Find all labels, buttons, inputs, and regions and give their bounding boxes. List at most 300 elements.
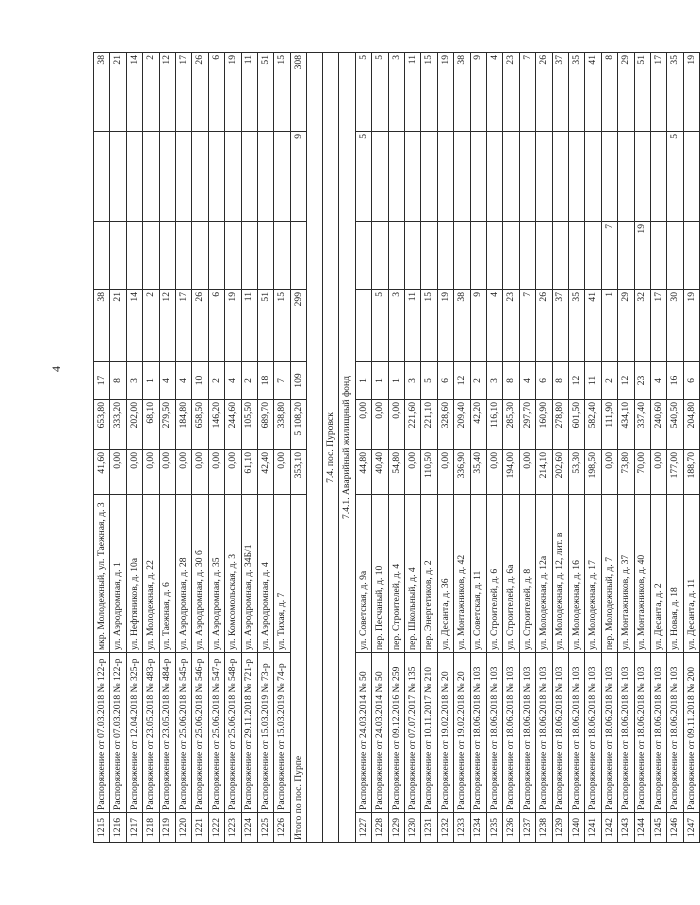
cell-g: 38: [454, 53, 470, 132]
cell-addr: ул. Аэродромная, д. 1: [110, 495, 126, 653]
cell-a: 40,40: [372, 450, 388, 495]
cell-a: 194,00: [503, 450, 519, 495]
table-row: [241, 53, 257, 843]
cell-g: 12: [159, 53, 175, 132]
cell-d: 1: [601, 290, 617, 362]
separator-row: [307, 53, 323, 843]
cell-f: [372, 132, 388, 222]
cell-b: 333,20: [110, 400, 126, 450]
table-body-purpe: [94, 53, 291, 843]
cell-num: 1237: [519, 813, 535, 843]
cell-g: 6: [208, 53, 224, 132]
total-cell-g: 308: [290, 53, 306, 132]
cell-g: 19: [437, 53, 453, 132]
cell-d: 15: [421, 290, 437, 362]
cell-b: 184,80: [175, 400, 191, 450]
cell-num: 1241: [585, 813, 601, 843]
cell-e: [175, 222, 191, 290]
cell-b: 653,80: [94, 400, 110, 450]
cell-a: 54,80: [388, 450, 404, 495]
cell-num: 1226: [274, 813, 290, 843]
cell-b: 0,00: [372, 400, 388, 450]
cell-addr: ул. Молодежная, д. 16: [568, 495, 584, 653]
subsection-title: 7.4.1. Аварийный жилищный фонд: [339, 53, 355, 843]
cell-addr: ул. Советская, д. 9а: [355, 495, 371, 653]
cell-b: 0,00: [355, 400, 371, 450]
table-row: [175, 53, 191, 843]
cell-addr: ул. Строителей, д. 8: [519, 495, 535, 653]
cell-f: [257, 132, 273, 222]
cell-b: 105,50: [241, 400, 257, 450]
cell-doc: Распоряжение от 19.02.2018 № 20: [437, 653, 453, 813]
total-cell-d: 299: [290, 290, 306, 362]
cell-addr: ул. Тихая, д. 7: [274, 495, 290, 653]
cell-doc: Распоряжение от 15.03.2019 № 73-р: [257, 653, 273, 813]
cell-e: [585, 222, 601, 290]
table-row: [519, 53, 535, 843]
cell-c: 11: [585, 362, 601, 400]
cell-c: 2: [470, 362, 486, 400]
cell-d: 11: [241, 290, 257, 362]
cell-c: 12: [454, 362, 470, 400]
cell-c: 16: [667, 362, 683, 400]
cell-a: 42,40: [257, 450, 273, 495]
cell-g: 19: [683, 53, 699, 132]
cell-num: 1223: [225, 813, 241, 843]
cell-num: 1243: [618, 813, 634, 843]
table-row: [667, 53, 683, 843]
cell-f: [503, 132, 519, 222]
table-row: [437, 53, 453, 843]
cell-doc: Распоряжение от 18.06.2018 № 103: [552, 653, 568, 813]
cell-g: 9: [470, 53, 486, 132]
cell-f: [536, 132, 552, 222]
cell-b: 221,60: [405, 400, 421, 450]
cell-f: [241, 132, 257, 222]
cell-b: 240,60: [650, 400, 666, 450]
cell-doc: Распоряжение от 24.03.2014 № 50: [372, 653, 388, 813]
cell-num: 1247: [683, 813, 699, 843]
cell-f: [552, 132, 568, 222]
cell-num: 1240: [568, 813, 584, 843]
table-row: [650, 53, 666, 843]
cell-doc: Распоряжение от 12.04.2018 № 325-р: [126, 653, 142, 813]
cell-doc: Распоряжение от 24.03.2014 № 50: [355, 653, 371, 813]
cell-e: [503, 222, 519, 290]
cell-doc: Распоряжение от 18.06.2018 № 103: [470, 653, 486, 813]
cell-d: 17: [650, 290, 666, 362]
cell-a: 0,00: [274, 450, 290, 495]
cell-e: [241, 222, 257, 290]
cell-doc: Распоряжение от 25.06.2018 № 546-р: [192, 653, 208, 813]
cell-doc: Распоряжение от 29.11.2018 № 721-р: [241, 653, 257, 813]
table-total-purpe: [290, 53, 355, 843]
cell-e: [536, 222, 552, 290]
cell-g: 23: [503, 53, 519, 132]
cell-g: 35: [667, 53, 683, 132]
cell-addr: ул. Нефтяников, д. 10а: [126, 495, 142, 653]
cell-e: [126, 222, 142, 290]
cell-c: 5: [421, 362, 437, 400]
cell-c: 18: [257, 362, 273, 400]
cell-b: 601,50: [568, 400, 584, 450]
cell-addr: ул. Комсомольская, д. 3: [225, 495, 241, 653]
cell-f: [585, 132, 601, 222]
cell-c: 6: [437, 362, 453, 400]
cell-c: 10: [192, 362, 208, 400]
cell-c: 23: [634, 362, 650, 400]
cell-b: 434,10: [618, 400, 634, 450]
cell-d: 19: [683, 290, 699, 362]
cell-num: 1217: [126, 813, 142, 843]
cell-a: 188,70: [683, 450, 699, 495]
cell-e: [650, 222, 666, 290]
cell-num: 1232: [437, 813, 453, 843]
cell-addr: ул. Новая, д. 18: [667, 495, 683, 653]
cell-g: 8: [601, 53, 617, 132]
cell-c: 8: [110, 362, 126, 400]
cell-a: 70,00: [634, 450, 650, 495]
cell-c: 8: [503, 362, 519, 400]
section-row: [323, 53, 339, 843]
cell-e: [618, 222, 634, 290]
cell-addr: ул. Таежная, д. 6: [159, 495, 175, 653]
cell-addr: ул. Десанта, д. 36: [437, 495, 453, 653]
cell-a: 0,00: [126, 450, 142, 495]
cell-d: 7: [519, 290, 535, 362]
cell-b: 0,00: [388, 400, 404, 450]
cell-b: 337,40: [634, 400, 650, 450]
cell-g: 51: [257, 53, 273, 132]
cell-num: 1235: [486, 813, 502, 843]
cell-num: 1221: [192, 813, 208, 843]
cell-e: [405, 222, 421, 290]
cell-d: 30: [667, 290, 683, 362]
cell-a: 0,00: [143, 450, 159, 495]
section-title: 7.4. пос. Пуровск: [323, 53, 339, 843]
cell-num: 1242: [601, 813, 617, 843]
cell-num: 1233: [454, 813, 470, 843]
cell-num: 1245: [650, 813, 666, 843]
cell-b: 689,70: [257, 400, 273, 450]
cell-e: [519, 222, 535, 290]
cell-b: 328,60: [437, 400, 453, 450]
cell-addr: ул. Десанта, д. 2: [650, 495, 666, 653]
cell-b: 540,50: [667, 400, 683, 450]
cell-num: 1215: [94, 813, 110, 843]
cell-b: 116,10: [486, 400, 502, 450]
cell-d: 4: [486, 290, 502, 362]
cell-f: [437, 132, 453, 222]
cell-c: 1: [355, 362, 371, 400]
cell-b: 68,10: [143, 400, 159, 450]
cell-num: 1246: [667, 813, 683, 843]
cell-addr: ул. Монтажников, д. 37: [618, 495, 634, 653]
cell-g: 26: [536, 53, 552, 132]
table-row: [192, 53, 208, 843]
cell-num: 1218: [143, 813, 159, 843]
cell-b: 111,90: [601, 400, 617, 450]
cell-g: 14: [126, 53, 142, 132]
cell-d: 3: [388, 290, 404, 362]
cell-num: 1236: [503, 813, 519, 843]
cell-d: 21: [110, 290, 126, 362]
cell-doc: Распоряжение от 18.06.2018 № 103: [667, 653, 683, 813]
cell-a: 0,00: [437, 450, 453, 495]
cell-a: 0,00: [405, 450, 421, 495]
cell-a: 0,00: [208, 450, 224, 495]
table-body-purovsk: [355, 53, 699, 843]
cell-doc: Распоряжение от 18.06.2018 № 103: [568, 653, 584, 813]
cell-f: [208, 132, 224, 222]
cell-f: [274, 132, 290, 222]
cell-d: 6: [208, 290, 224, 362]
cell-a: 336,90: [454, 450, 470, 495]
cell-b: 297,70: [519, 400, 535, 450]
cell-f: 5: [355, 132, 371, 222]
cell-addr: пер. Школьный, д. 4: [405, 495, 421, 653]
cell-b: 244,60: [225, 400, 241, 450]
table-row: [126, 53, 142, 843]
cell-doc: Распоряжение от 18.06.2018 № 103: [486, 653, 502, 813]
cell-doc: Распоряжение от 18.06.2018 № 103: [650, 653, 666, 813]
cell-num: 1219: [159, 813, 175, 843]
cell-g: 29: [618, 53, 634, 132]
cell-f: [618, 132, 634, 222]
cell-a: 53,30: [568, 450, 584, 495]
cell-addr: ул. Молодежная, д. 22: [143, 495, 159, 653]
cell-f: [634, 132, 650, 222]
table-row: [634, 53, 650, 843]
cell-e: [552, 222, 568, 290]
table-row: [257, 53, 273, 843]
table-row: [355, 53, 371, 843]
cell-c: 3: [486, 362, 502, 400]
table-row: [388, 53, 404, 843]
cell-f: [405, 132, 421, 222]
cell-c: 17: [94, 362, 110, 400]
cell-a: 44,80: [355, 450, 371, 495]
cell-num: 1228: [372, 813, 388, 843]
cell-f: [519, 132, 535, 222]
cell-b: 202,00: [126, 400, 142, 450]
cell-b: 160,90: [536, 400, 552, 450]
cell-doc: Распоряжение от 18.06.2018 № 103: [585, 653, 601, 813]
cell-f: [110, 132, 126, 222]
page-number: 4: [49, 366, 63, 372]
total-cell-f: 9: [290, 132, 306, 222]
cell-e: [421, 222, 437, 290]
table-row: [486, 53, 502, 843]
cell-a: 0,00: [650, 450, 666, 495]
cell-f: [421, 132, 437, 222]
cell-e: [257, 222, 273, 290]
cell-d: 19: [225, 290, 241, 362]
total-label: Итого по пос. Пурпе: [290, 495, 306, 843]
cell-e: [225, 222, 241, 290]
cell-b: 204,80: [683, 400, 699, 450]
cell-b: 658,50: [192, 400, 208, 450]
cell-c: 12: [618, 362, 634, 400]
cell-c: 12: [568, 362, 584, 400]
cell-g: 11: [405, 53, 421, 132]
cell-a: 0,00: [159, 450, 175, 495]
table-row: [372, 53, 388, 843]
cell-f: [470, 132, 486, 222]
cell-g: 21: [110, 53, 126, 132]
cell-g: 5: [355, 53, 371, 132]
cell-e: [110, 222, 126, 290]
cell-d: 26: [536, 290, 552, 362]
cell-c: 2: [208, 362, 224, 400]
cell-f: [650, 132, 666, 222]
cell-e: [437, 222, 453, 290]
cell-e: [274, 222, 290, 290]
cell-addr: пер. Энергетиков, д. 2: [421, 495, 437, 653]
total-row: [290, 53, 306, 843]
cell-num: 1224: [241, 813, 257, 843]
cell-num: 1239: [552, 813, 568, 843]
cell-doc: Распоряжение от 18.06.2018 № 103: [503, 653, 519, 813]
cell-f: [159, 132, 175, 222]
cell-a: 35,40: [470, 450, 486, 495]
cell-doc: Распоряжение от 15.03.2019 № 74-р: [274, 653, 290, 813]
cell-b: 209,40: [454, 400, 470, 450]
cell-g: 15: [421, 53, 437, 132]
cell-addr: ул. Молодежная, д. 12а: [536, 495, 552, 653]
cell-a: 214,10: [536, 450, 552, 495]
cell-d: [355, 290, 371, 362]
table-row: [470, 53, 486, 843]
cell-c: 3: [126, 362, 142, 400]
cell-a: 0,00: [601, 450, 617, 495]
cell-e: [454, 222, 470, 290]
cell-addr: ул. Молодежная, д. 17: [585, 495, 601, 653]
cell-doc: Распоряжение от 25.06.2018 № 548-р: [225, 653, 241, 813]
cell-d: 19: [437, 290, 453, 362]
cell-a: 177,00: [667, 450, 683, 495]
cell-num: 1220: [175, 813, 191, 843]
cell-e: [372, 222, 388, 290]
cell-doc: Распоряжение от 23.05.2018 № 483-р: [143, 653, 159, 813]
total-cell-b: 5 108,20: [290, 400, 306, 450]
cell-e: [94, 222, 110, 290]
cell-e: [208, 222, 224, 290]
cell-d: 9: [470, 290, 486, 362]
cell-c: 4: [650, 362, 666, 400]
cell-addr: ул. Строителей, д. 6: [486, 495, 502, 653]
cell-g: 41: [585, 53, 601, 132]
cell-a: 0,00: [519, 450, 535, 495]
cell-g: 17: [650, 53, 666, 132]
cell-e: [388, 222, 404, 290]
table-row: [503, 53, 519, 843]
cell-d: 38: [94, 290, 110, 362]
cell-e: [683, 222, 699, 290]
housing-register-table: [93, 52, 700, 843]
cell-doc: Распоряжение от 19.02.2018 № 20: [454, 653, 470, 813]
cell-doc: Распоряжение от 07.03.2018 № 122-р: [110, 653, 126, 813]
cell-num: 1238: [536, 813, 552, 843]
cell-e: [355, 222, 371, 290]
cell-doc: Распоряжение от 09.11.2018 № 200: [683, 653, 699, 813]
cell-a: 0,00: [110, 450, 126, 495]
cell-a: 110,50: [421, 450, 437, 495]
cell-f: [225, 132, 241, 222]
cell-doc: Распоряжение от 09.12.2016 № 259: [388, 653, 404, 813]
cell-f: [486, 132, 502, 222]
cell-b: 278,80: [552, 400, 568, 450]
cell-addr: пер. Песчаный, д. 10: [372, 495, 388, 653]
cell-addr: ул. Аэродромная, д. 30 б: [192, 495, 208, 653]
cell-doc: Распоряжение от 07.07.2017 № 135: [405, 653, 421, 813]
cell-g: 11: [241, 53, 257, 132]
cell-g: 37: [552, 53, 568, 132]
cell-g: 7: [519, 53, 535, 132]
cell-e: [159, 222, 175, 290]
total-cell-a: 353,10: [290, 450, 306, 495]
cell-f: [94, 132, 110, 222]
table-row: [601, 53, 617, 843]
cell-a: 41,60: [94, 450, 110, 495]
table-row: [94, 53, 110, 843]
table-row: [683, 53, 699, 843]
cell-c: 1: [388, 362, 404, 400]
table-row: [208, 53, 224, 843]
cell-c: 1: [143, 362, 159, 400]
cell-b: 285,30: [503, 400, 519, 450]
table-row: [405, 53, 421, 843]
cell-addr: ул. Строителей, д. 6а: [503, 495, 519, 653]
cell-g: 2: [143, 53, 159, 132]
table-row: [585, 53, 601, 843]
rotated-document-table: [93, 53, 697, 843]
cell-b: 146,20: [208, 400, 224, 450]
cell-doc: Распоряжение от 25.06.2018 № 545-р: [175, 653, 191, 813]
cell-f: [126, 132, 142, 222]
cell-e: 7: [601, 222, 617, 290]
cell-e: [486, 222, 502, 290]
cell-a: 0,00: [192, 450, 208, 495]
cell-g: 4: [486, 53, 502, 132]
cell-doc: Распоряжение от 10.11.2017 № 210: [421, 653, 437, 813]
cell-doc: Распоряжение от 18.06.2018 № 103: [634, 653, 650, 813]
cell-d: 17: [175, 290, 191, 362]
cell-addr: пер. Молодежный, д. 7: [601, 495, 617, 653]
table-row: [618, 53, 634, 843]
cell-e: [470, 222, 486, 290]
cell-b: 42,20: [470, 400, 486, 450]
cell-f: [568, 132, 584, 222]
cell-num: 1222: [208, 813, 224, 843]
cell-f: [192, 132, 208, 222]
cell-d: 15: [274, 290, 290, 362]
cell-g: 51: [634, 53, 650, 132]
cell-d: 32: [634, 290, 650, 362]
cell-b: 221,10: [421, 400, 437, 450]
separator-cell: [307, 53, 323, 843]
cell-c: 2: [601, 362, 617, 400]
cell-addr: ул. Молодежная, д. 12, лит. в: [552, 495, 568, 653]
cell-a: 0,00: [486, 450, 502, 495]
table-row: [536, 53, 552, 843]
cell-addr: пер. Строителей, д. 4: [388, 495, 404, 653]
cell-addr: ул. Аэродромная, д. 28: [175, 495, 191, 653]
cell-c: 4: [225, 362, 241, 400]
cell-addr: ул. Монтажников, д. 40: [634, 495, 650, 653]
cell-num: 1216: [110, 813, 126, 843]
cell-a: 0,00: [175, 450, 191, 495]
